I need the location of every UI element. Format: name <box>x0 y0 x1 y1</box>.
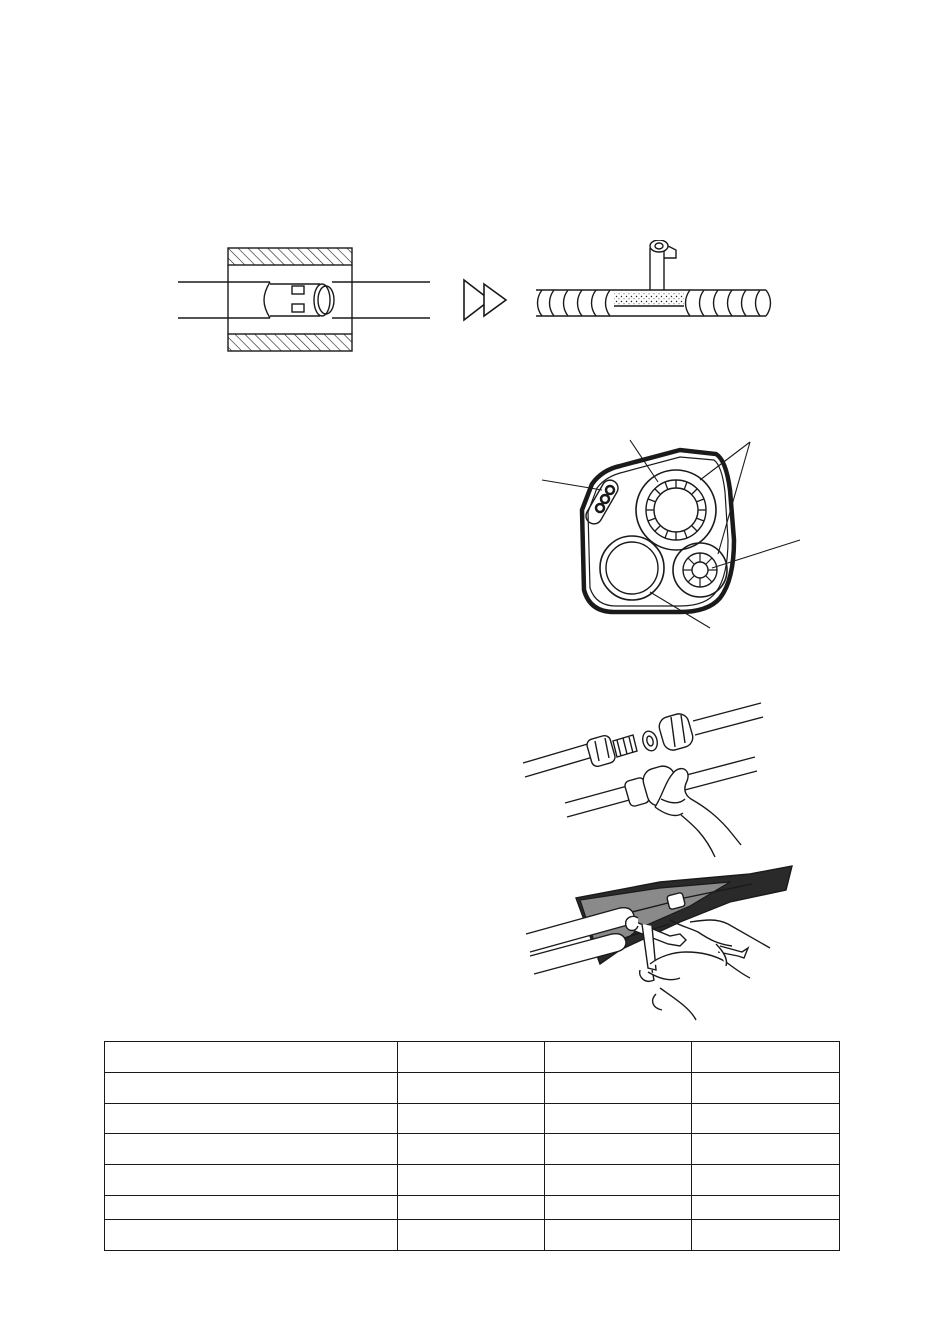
hand-icon <box>655 769 741 857</box>
table-cell <box>692 1165 840 1196</box>
table-cell <box>692 1220 840 1251</box>
table-cell <box>545 1104 692 1134</box>
empty-conduit <box>600 536 664 600</box>
table-row <box>105 1134 840 1165</box>
table-cell <box>398 1134 545 1165</box>
table-row <box>105 1073 840 1104</box>
table-row <box>105 1104 840 1134</box>
table-row <box>105 1042 840 1073</box>
table-cell <box>398 1196 545 1220</box>
table-cell <box>692 1104 840 1134</box>
table-cell <box>398 1073 545 1104</box>
fitting-disassembled <box>523 703 763 777</box>
table-cell <box>692 1196 840 1220</box>
table-cell <box>545 1042 692 1073</box>
pipe-in-sleeve <box>178 282 430 318</box>
insulation-sleeve-diagram <box>170 240 790 360</box>
table-cell <box>398 1042 545 1073</box>
table-cell <box>545 1073 692 1104</box>
table-cell <box>105 1165 398 1196</box>
table-cell <box>105 1134 398 1165</box>
table-cell <box>398 1220 545 1251</box>
table-cell <box>105 1042 398 1073</box>
insulated-pipe-large <box>636 470 716 550</box>
table-row <box>105 1165 840 1196</box>
table-cell <box>545 1165 692 1196</box>
table-cell <box>692 1073 840 1104</box>
table-cell <box>105 1196 398 1220</box>
specification-table <box>104 1041 840 1251</box>
table-cell <box>105 1220 398 1251</box>
wrench-tightening-illustration <box>520 860 810 1025</box>
table-cell <box>105 1104 398 1134</box>
table-cell <box>545 1196 692 1220</box>
table-row <box>105 1196 840 1220</box>
table-cell <box>692 1134 840 1165</box>
table-cell <box>398 1104 545 1134</box>
wrapped-pipe <box>536 240 771 316</box>
pipe-cross-section-diagram <box>530 430 820 640</box>
table-cell <box>105 1073 398 1104</box>
table-cell <box>545 1134 692 1165</box>
table-cell <box>692 1042 840 1073</box>
table-cell <box>398 1165 545 1196</box>
table-row <box>105 1220 840 1251</box>
table-cell <box>545 1220 692 1251</box>
transform-arrow-icon <box>464 280 506 320</box>
pipe-fitting-assembly-illustration <box>515 695 775 865</box>
